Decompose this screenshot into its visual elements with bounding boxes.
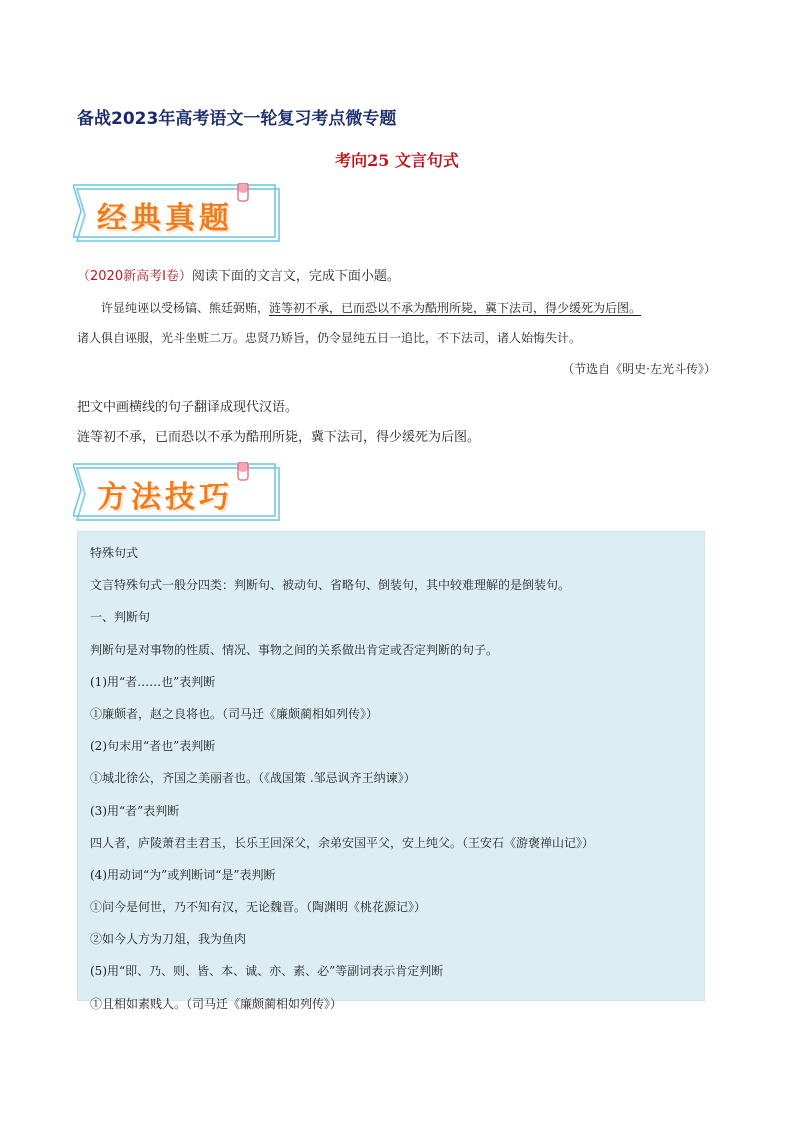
method-line: ②如今人方为刀俎，我为鱼肉 xyxy=(90,932,247,947)
passage-line-1 xyxy=(77,299,722,317)
method-line: ①城北徐公，齐国之美丽者也。（《战国策 .邹忌讽齐王纳谏》） xyxy=(90,771,416,786)
method-line: 特殊句式 xyxy=(90,546,139,560)
classic-questions-banner xyxy=(73,183,285,245)
method-line: ①且相如素贱人。（司马迁《廉颇蔺相如列传》） xyxy=(90,996,343,1011)
passage-underlined: 涟等初不承，已而恐以不承为酷刑所毙，冀下法司，得少缓死为后图。 xyxy=(269,301,642,315)
passage-citation: （节选自《明史·左光斗传》） xyxy=(562,362,716,376)
method-line: ①廉颇者，赵之良将也。（司马迁《廉颇蔺相如列传》） xyxy=(90,706,379,721)
question-instruction: 阅读下面的文言文，完成下面小题。 xyxy=(191,269,400,284)
method-line: 一、判断句 xyxy=(90,610,151,625)
method-content-box xyxy=(77,531,705,1011)
passage-pre: 许显纯诬以受杨镐、熊廷弼贿， xyxy=(101,301,270,315)
question-source: （2020新高考Ⅰ卷） xyxy=(77,269,192,284)
document-title: 备战2023年高考语文一轮复习考点微专题 xyxy=(77,109,397,129)
method-line: (5)用“即、乃、则、皆、本、诚、亦、素、必”等副词表示肯定判断 xyxy=(90,964,444,979)
method-line: (3)用“者”表判断 xyxy=(90,803,180,818)
question-answer: 涟等初不承，已而恐以不承为酷刑所毙，冀下法司，得少缓死为后图。 xyxy=(77,430,481,445)
method-line: (2)句末用“者也”表判断 xyxy=(90,739,216,754)
method-tips-banner xyxy=(73,462,285,524)
banner-classic-label: 经典真题 xyxy=(97,201,233,236)
method-line: ①问今是何世，乃不知有汉，无论魏晋。（陶渊明《桃花源记》） xyxy=(90,900,427,915)
question-task: 把文中画横线的句子翻译成现代汉语。 xyxy=(77,400,299,415)
method-line: 判断句是对事物的性质、情况、事物之间的关系做出肯定或否定判断的句子。 xyxy=(90,642,499,657)
method-line: (1)用“者……也”表判断 xyxy=(90,674,216,689)
topic-subtitle: 考向25 文言句式 xyxy=(335,151,459,170)
method-line: 四人者，庐陵萧君圭君玉，长乐王回深父，余弟安国平父，安上纯父。（王安石《游褒禅山记》） xyxy=(90,835,595,850)
question-intro xyxy=(77,265,400,284)
method-line: 文言特殊句式一般分四类：判断句、被动句、省略句、倒装句，其中较难理解的是倒装句。 xyxy=(90,578,571,593)
method-line: (4)用动词“为”或判断词“是”表判断 xyxy=(90,867,276,882)
banner-method-label: 方法技巧 xyxy=(97,480,233,515)
passage-line-2: 诸人俱自诬服，光斗坐赃二万。忠贤乃矫旨，仍令显纯五日一追比，不下法司，诸人始悔失计。 xyxy=(77,331,582,345)
